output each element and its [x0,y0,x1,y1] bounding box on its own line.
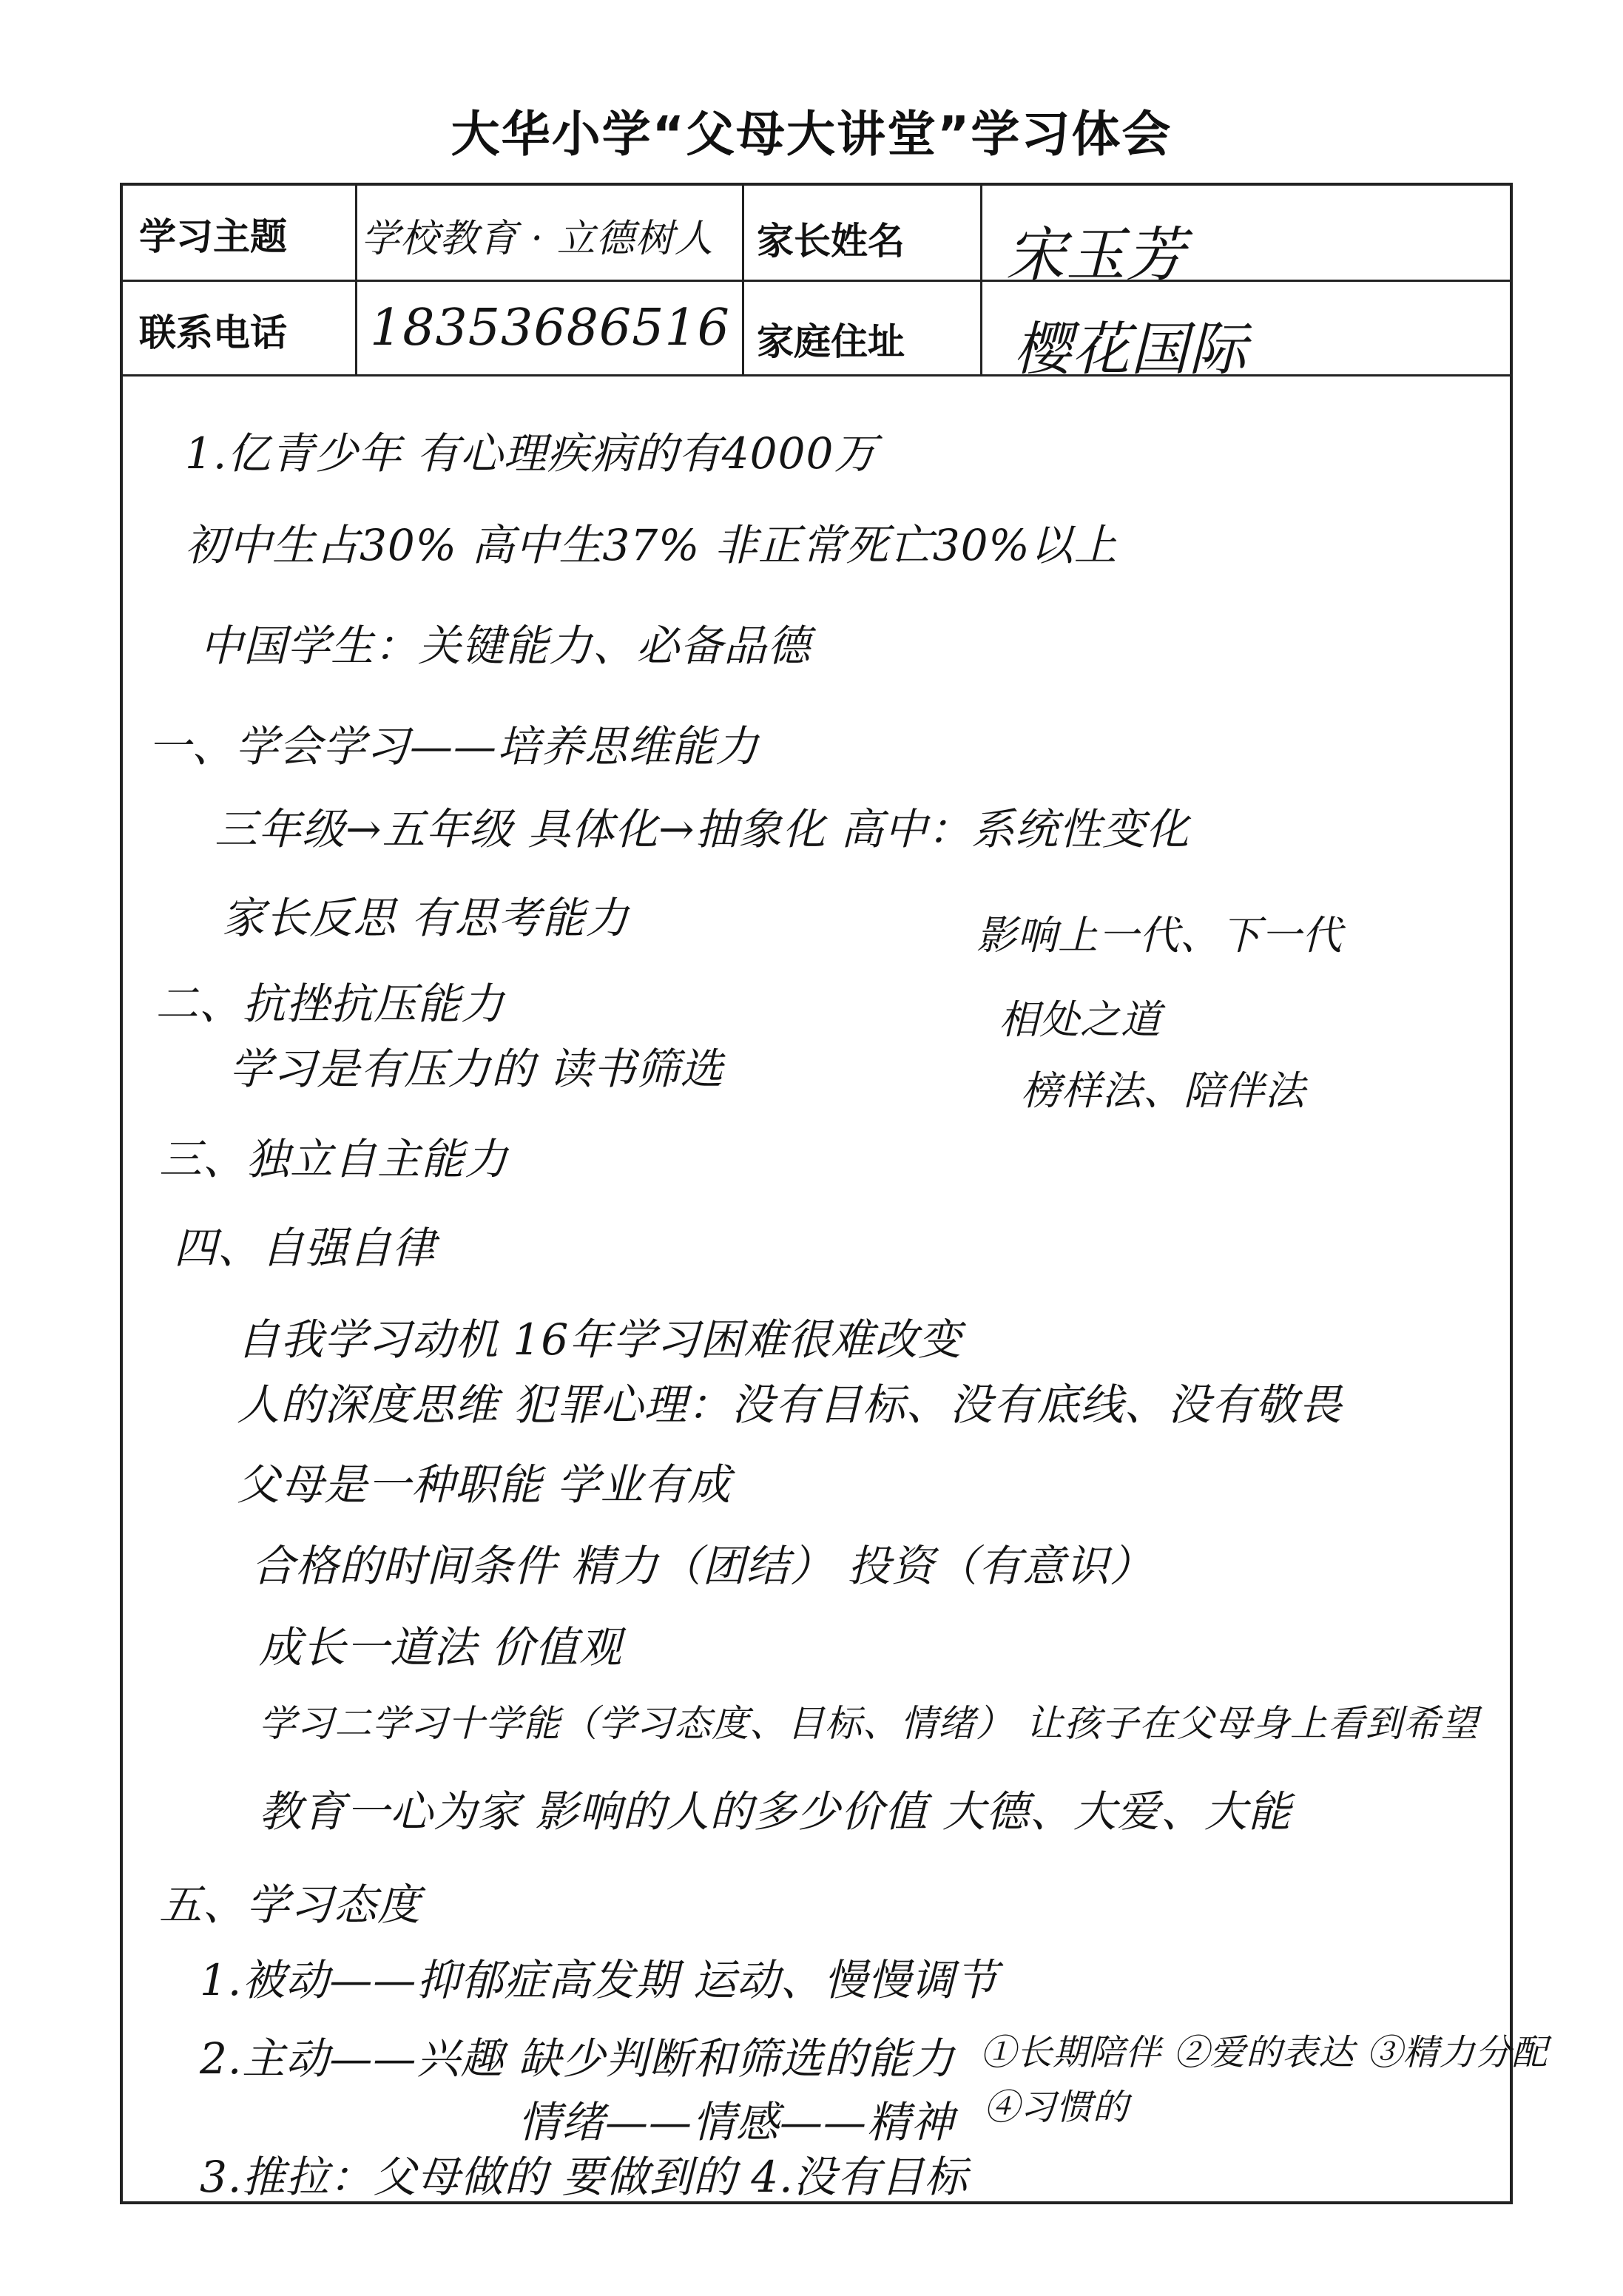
note-line: 情绪——情感——精神 [518,2097,955,2147]
note-line: 三年级→五年级 具体化→抽象化 高中：系统性变化 [215,804,1190,854]
page-title: 大华小学“父母大讲堂”学习体会 [451,106,1172,163]
side-note: 影响上一代、下一代 [976,912,1343,959]
column-divider-1 [355,183,357,374]
note-line: 1.亿青少年 有心理疾病的有4000万 [185,428,878,479]
topic-label: 学习主题 [139,215,287,258]
note-line: 1.被动——抑郁症高发期 运动、慢慢调节 [200,1955,999,2005]
note-line: 学习是有压力的 读书筛选 [229,1044,724,1094]
note-line: 2.主动——兴趣 缺少判断和筛选的能力 [200,2033,955,2084]
note-line: 二、抗挫抗压能力 [155,979,505,1029]
side-note: ①长期陪伴 ②爱的表达 ③精力分配 [980,2032,1548,2073]
note-line: 成长一道法 价值观 [259,1622,623,1672]
parent-name-label: 家长姓名 [757,220,905,263]
side-note: 榜样法、陪伴法 [1021,1067,1306,1114]
note-line: 自我学习动机 16年学习困难很难改变 [237,1314,962,1365]
note-line: 家长反思 有思考能力 [222,893,630,943]
row-divider-1 [120,280,1513,282]
note-line: 3.推拉：父母做的 要做到的 4.没有目标 [200,2152,968,2202]
note-line: 初中生占30% 高中生37% 非正常死亡30%以上 [185,520,1118,570]
note-line: 合格的时间条件 精力（团结） 投资（有意识） [252,1541,1153,1591]
note-line: 人的深度思维 犯罪心理：没有目标、没有底线、没有敬畏 [237,1380,1343,1430]
phone-value: 18353686516 [370,299,730,357]
note-line: 四、自强自律 [174,1223,436,1273]
topic-value: 学校教育 · 立德树人 [361,217,714,261]
note-line: 教育一心为家 影响的人的多少价值 大德、大爱、大能 [259,1786,1292,1837]
column-divider-2 [742,183,744,374]
side-note: 相处之道 [999,996,1161,1043]
address-value: 樱花国际 [1013,317,1248,383]
parent-name-value: 宋玉芳 [1006,220,1186,289]
note-line: 学习二学习十学能（学习态度、目标、情绪） 让孩子在父母身上看到希望 [259,1702,1479,1745]
note-line: 一、学会学习——培养思维能力 [148,721,760,771]
row-divider-2 [120,374,1513,377]
side-note: ④习惯的 [984,2087,1130,2128]
column-divider-3 [980,183,982,374]
address-label: 家庭住址 [757,320,905,363]
note-line: 三、独立自主能力 [159,1134,509,1184]
note-line: 五、学习态度 [159,1880,422,1930]
note-line: 中国学生：关键能力、必备品德 [200,621,812,671]
phone-label: 联系电话 [139,311,287,354]
note-line: 父母是一种职能 学业有成 [237,1459,732,1510]
